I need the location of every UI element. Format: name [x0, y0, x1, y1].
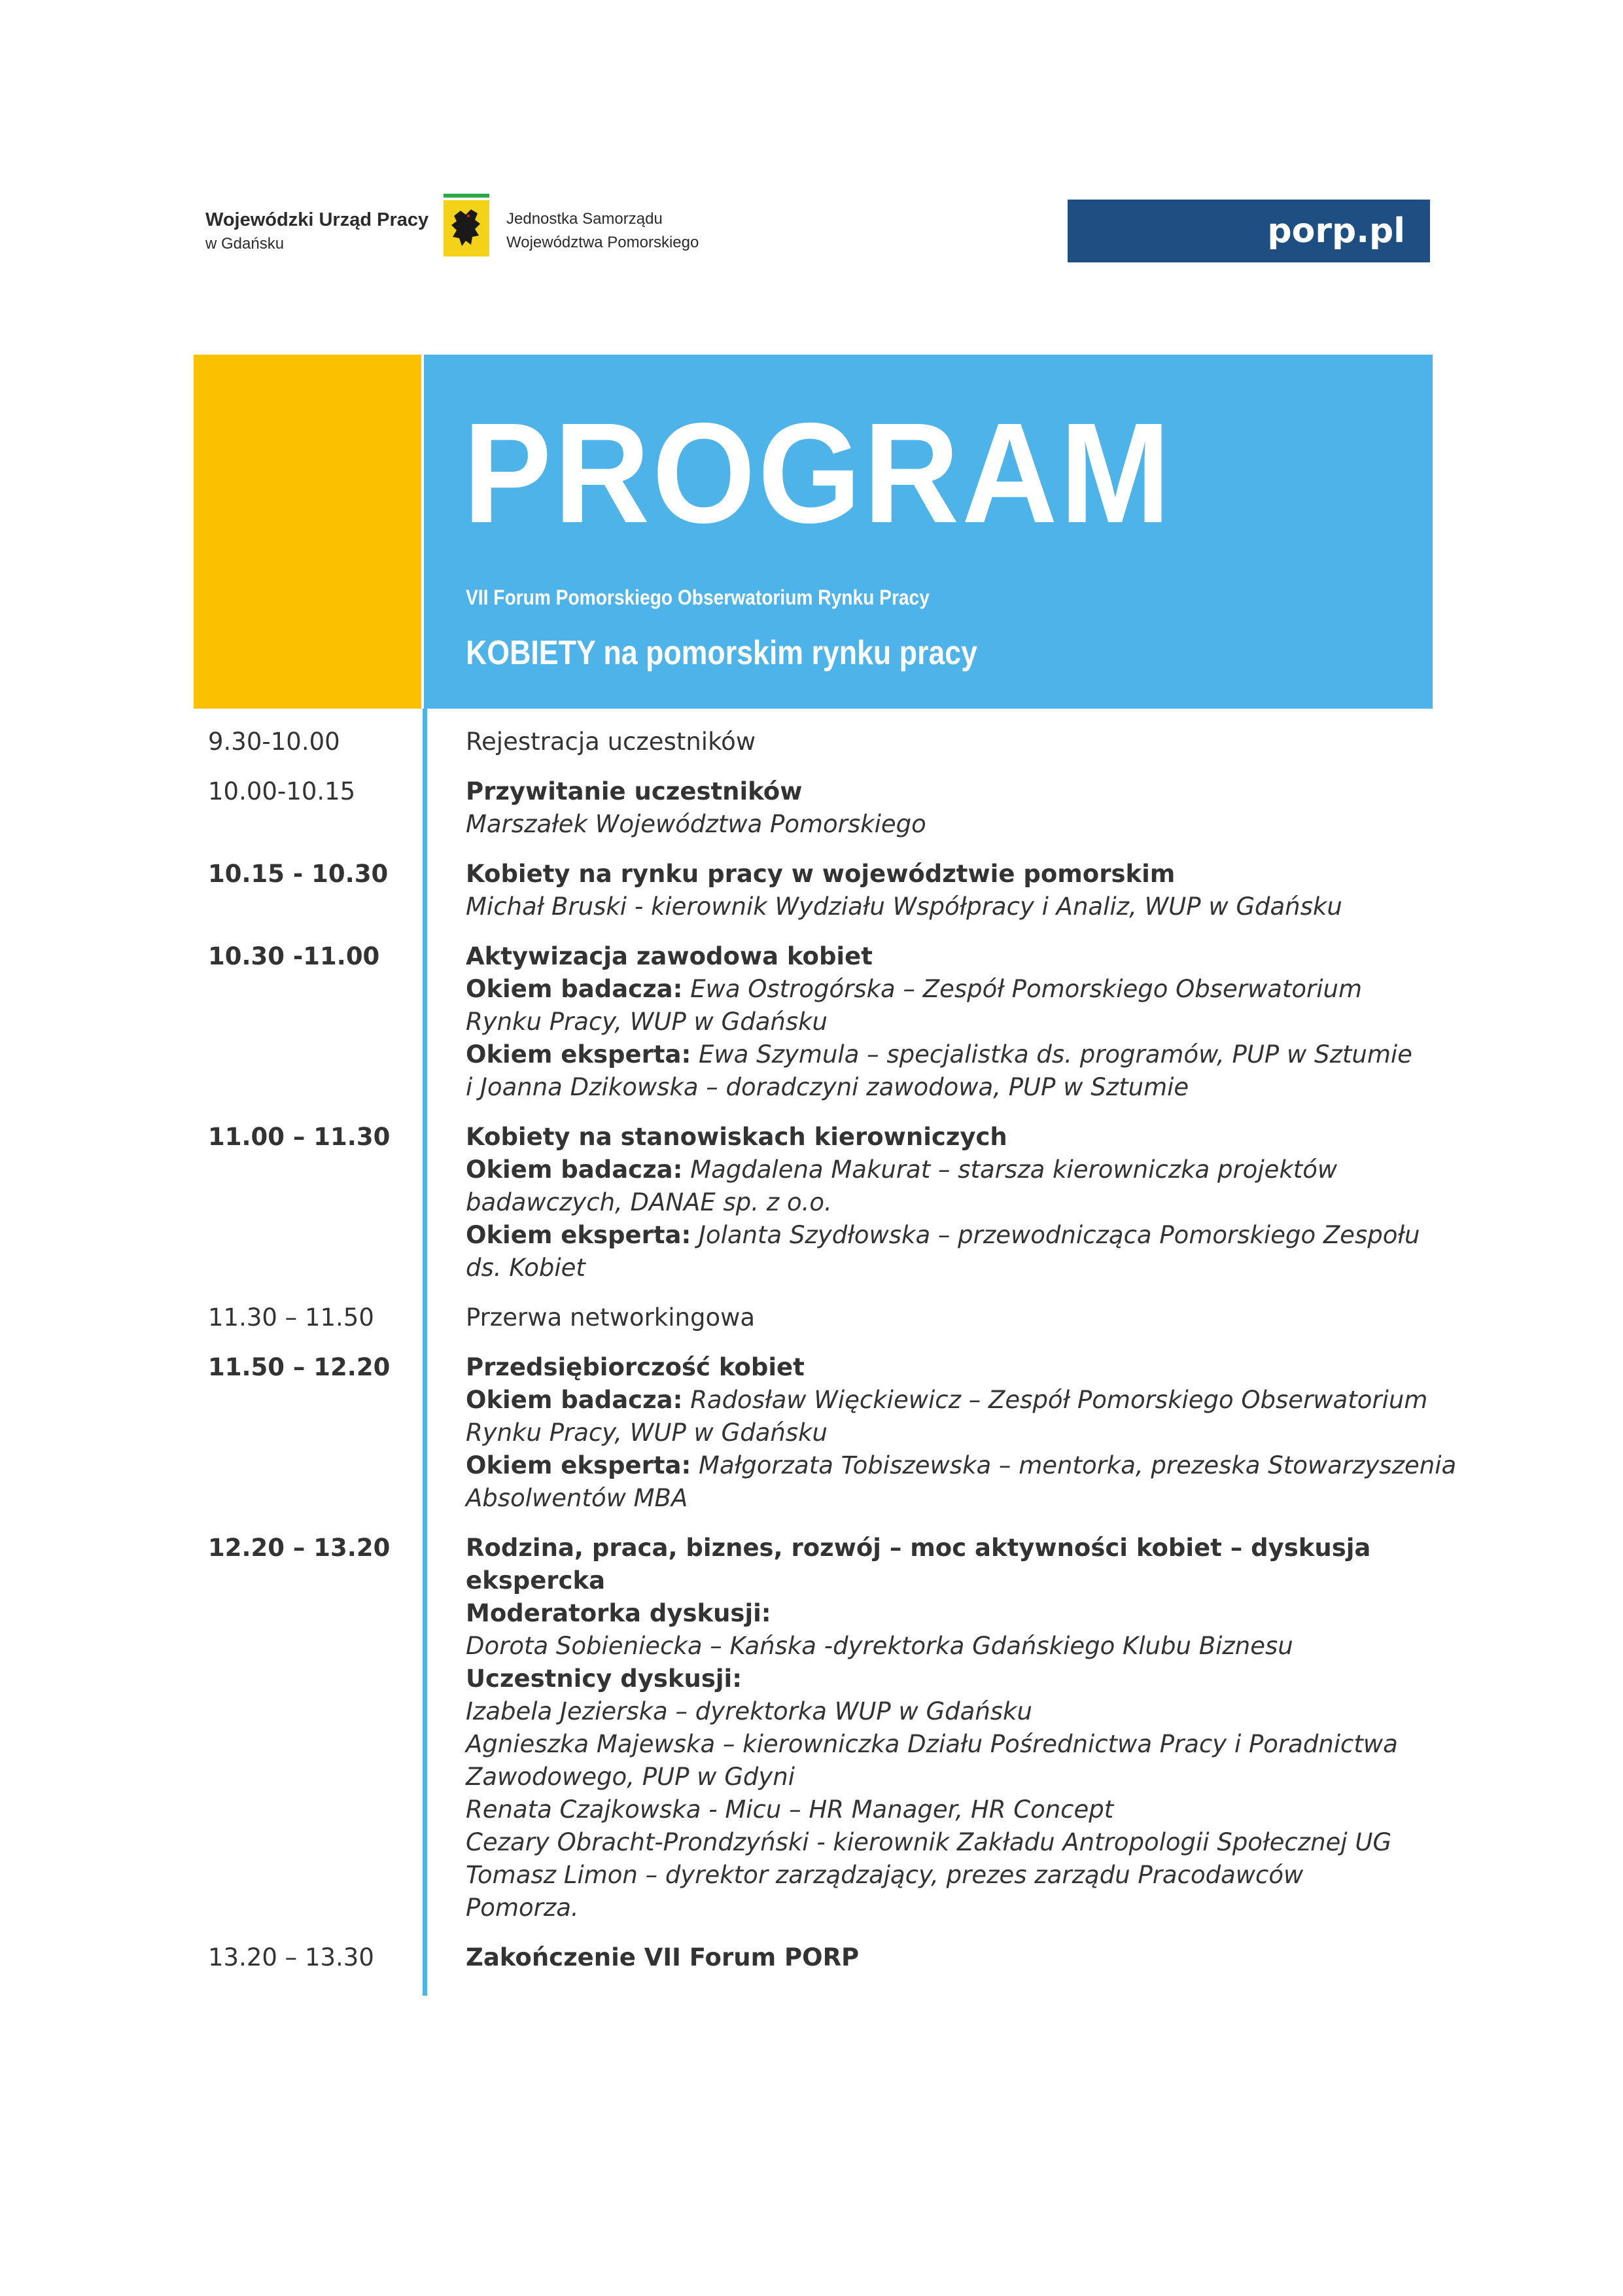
researcher-line [466, 1384, 1427, 1417]
schedule-time: 13.20 – 13.30 [208, 1943, 374, 1971]
schedule-speaker: Michał Bruski - kierownik Wydziału Współpracy i Analiz, WUP w Gdańsku [466, 892, 1342, 921]
coat-of-arms-icon [444, 194, 489, 256]
expert-text: Małgorzata Tobiszewska – mentorka, prezeska Stowarzyszenia [699, 1451, 1457, 1479]
expert-cont: Absolwentów MBA [466, 1484, 688, 1512]
site-badge[interactable] [1068, 200, 1430, 262]
griffin-icon [449, 207, 484, 250]
hero-theme: KOBIETY na pomorskim rynku pracy [466, 634, 978, 672]
expert-label: Okiem eksperta: [466, 1221, 691, 1249]
expert-text: Jolanta Szydłowska – przewodnicząca Pomorskiego Zespołu [699, 1221, 1420, 1249]
schedule-title: Rodzina, praca, biznes, rozwój – moc aktywności kobiet – dyskusja [466, 1534, 1371, 1562]
schedule-title: Aktywizacja zawodowa kobiet [466, 942, 873, 970]
expert-text: Ewa Szymula – specjalistka ds. programów, PUP w Sztumie [699, 1040, 1412, 1069]
page-header [0, 0, 1623, 275]
expert-line [466, 1449, 1457, 1482]
researcher-text: Ewa Ostrogórska – Zespół Pomorskiego Obserwatorium [690, 975, 1363, 1003]
hero-subtitle: VII Forum Pomorskiego Obserwatorium Rynku Pracy [466, 586, 930, 609]
coat-shield [444, 200, 489, 256]
schedule-title: Przerwa networkingowa [466, 1303, 756, 1332]
participant: Renata Czajkowska - Micu – HR Manager, HR Concept [466, 1795, 1114, 1824]
schedule-body [466, 1351, 1457, 1515]
expert-label: Okiem eksperta: [466, 1040, 691, 1069]
schedule-body [466, 1941, 1427, 1974]
researcher-line [466, 973, 1427, 1006]
schedule-title-cont: ekspercka [466, 1566, 606, 1595]
org-name: Wojewódzki Urząd Pracy [205, 209, 429, 230]
participant: Izabela Jezierska – dyrektorka WUP w Gdańsku [466, 1697, 1032, 1725]
expert-label: Okiem eksperta: [466, 1451, 691, 1479]
schedule-title: Przywitanie uczestników [466, 777, 803, 805]
schedule-body [466, 1301, 1427, 1334]
participant: Agnieszka Majewska – kierowniczka Działu Pośrednictwa Pracy i Poradnictwa [466, 1730, 1398, 1758]
schedule-body [466, 775, 1427, 841]
schedule-body [466, 726, 1427, 758]
schedule-title: Rejestracja uczestników [466, 728, 756, 756]
participants-label: Uczestnicy dyskusji: [466, 1665, 742, 1693]
researcher-cont: Rynku Pracy, WUP w Gdańsku [466, 1419, 828, 1447]
unit-line-2: Województwa Pomorskiego [506, 234, 699, 251]
schedule-time: 11.50 – 12.20 [208, 1353, 391, 1381]
site-link[interactable]: porp.pl [1267, 211, 1405, 251]
schedule-time: 11.00 – 11.30 [208, 1123, 391, 1151]
participant: Cezary Obracht-Prondzyński - kierownik Zakładu Antropologii Społecznej UG [466, 1828, 1392, 1856]
schedule-body [466, 940, 1427, 1104]
researcher-label: Okiem badacza: [466, 975, 683, 1003]
expert-cont: i Joanna Dzikowska – doradczyni zawodowa, PUP w Sztumie [466, 1073, 1189, 1101]
expert-line [466, 1038, 1427, 1071]
researcher-cont: badawczych, DANAE sp. z o.o. [466, 1188, 832, 1216]
schedule-title: Kobiety na rynku pracy w województwie pomorskim [466, 860, 1176, 888]
participant: Pomorza. [466, 1894, 579, 1922]
schedule-body [466, 1121, 1427, 1284]
unit-line-1: Jednostka Samorządu [506, 210, 663, 228]
schedule-time: 11.30 – 11.50 [208, 1303, 374, 1332]
schedule-time: 10.15 - 10.30 [208, 860, 389, 888]
participant: Tomasz Limon – dyrektor zarządzający, prezes zarządu Pracodawców [466, 1861, 1304, 1889]
coat-green-bar [444, 194, 489, 198]
schedule-title: Przedsiębiorczość kobiet [466, 1353, 805, 1381]
participant: Zawodowego, PUP w Gdyni [466, 1763, 795, 1791]
org-city: w Gdańsku [205, 235, 285, 253]
researcher-text: Magdalena Makurat – starsza kierowniczka projektów [690, 1156, 1338, 1184]
schedule-title: Kobiety na stanowiskach kierowniczych [466, 1123, 1007, 1151]
moderator-label: Moderatorka dyskusji: [466, 1599, 771, 1627]
schedule-time: 12.20 – 13.20 [208, 1534, 391, 1562]
schedule-speaker: Marszałek Województwa Pomorskiego [466, 810, 926, 838]
expert-line [466, 1219, 1427, 1252]
schedule-divider [423, 709, 427, 1996]
schedule-time: 9.30-10.00 [208, 728, 340, 756]
expert-cont: ds. Kobiet [466, 1254, 585, 1282]
researcher-cont: Rynku Pracy, WUP w Gdańsku [466, 1008, 828, 1036]
moderator-name: Dorota Sobieniecka – Kańska -dyrektorka Gdańskiego Klubu Biznesu [466, 1632, 1293, 1660]
schedule-body [466, 1532, 1427, 1924]
schedule-body [466, 858, 1427, 923]
page-title: PROGRAM [463, 394, 1173, 553]
researcher-label: Okiem badacza: [466, 1386, 683, 1414]
researcher-label: Okiem badacza: [466, 1156, 683, 1184]
schedule-time: 10.00-10.15 [208, 777, 356, 805]
schedule-title: Zakończenie VII Forum PORP [466, 1943, 860, 1971]
researcher-text: Radosław Więckiewicz – Zespół Pomorskiego Obserwatorium [690, 1386, 1428, 1414]
schedule-time: 10.30 -11.00 [208, 942, 380, 970]
researcher-line [466, 1154, 1427, 1186]
hero-yellow-block [194, 355, 421, 709]
